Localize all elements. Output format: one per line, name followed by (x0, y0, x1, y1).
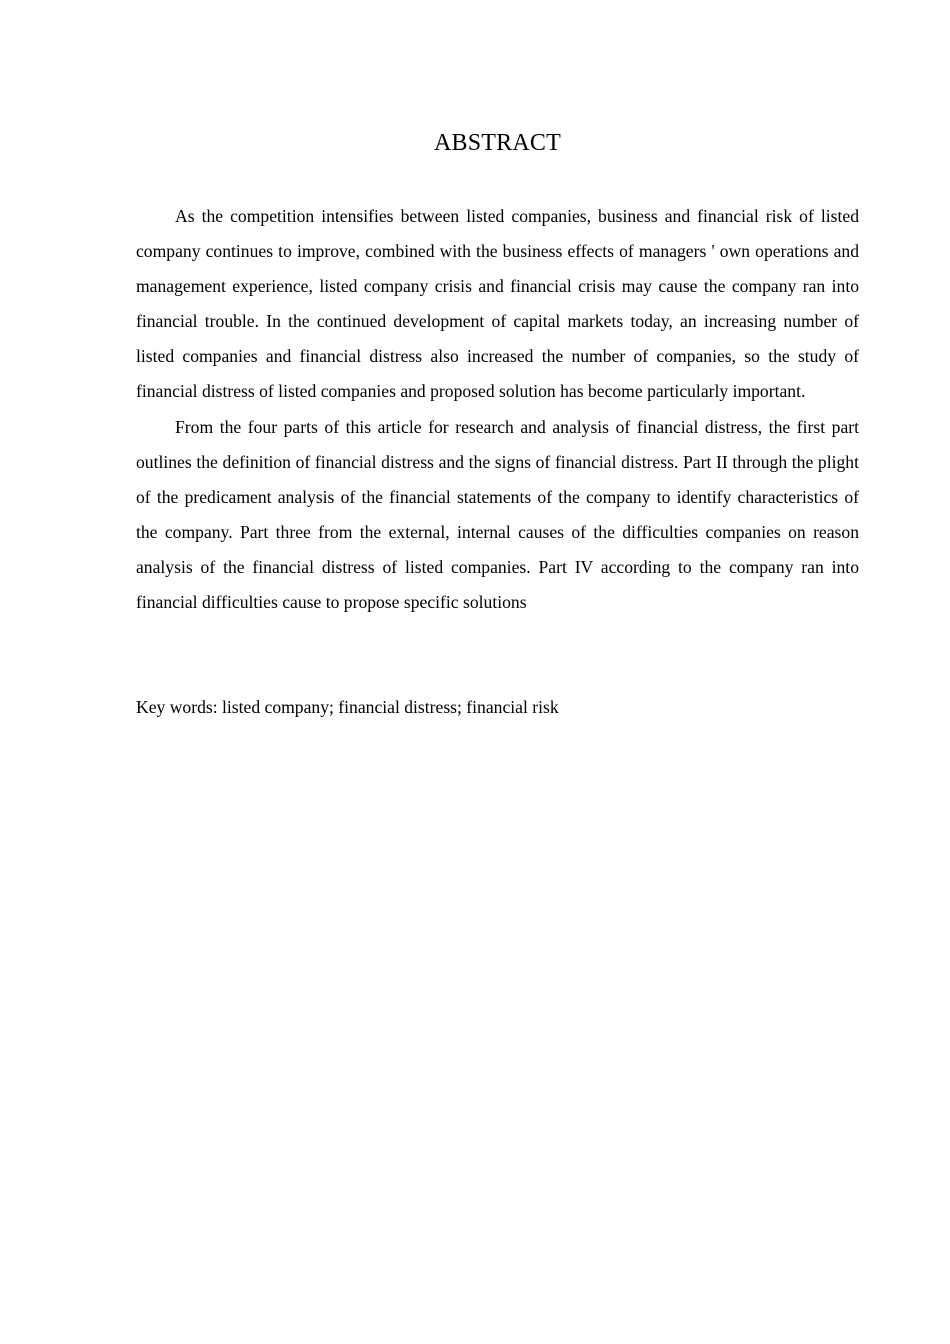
keywords-line: Key words: listed company; financial distress; financial risk (136, 697, 559, 717)
abstract-paragraph-2: From the four parts of this article for research and analysis of financial distress, the first part outlines the definition of financial distress and the signs of financial distress. Part II through the plight of the predicament analysis of the financial statements of the company to identify characteristics of the company. Part three from the external, internal causes of the difficulties companies on reason analysis of the financial distress of listed companies. Part IV according to the company ran into financial difficulties cause to propose specific solutions (136, 416, 859, 613)
abstract-paragraph-1: As the competition intensifies between listed companies, business and financial risk of listed company continues to improve, combined with the business effects of managers ' own operations and management experience, listed company crisis and financial crisis may cause the company ran into financial trouble. In the continued development of capital markets today, an increasing number of listed companies and financial distress also increased the number of companies, so the study of financial distress of listed companies and proposed solution has become particularly important. (136, 206, 859, 402)
abstract-body (136, 199, 859, 620)
abstract-title: ABSTRACT (434, 130, 561, 156)
